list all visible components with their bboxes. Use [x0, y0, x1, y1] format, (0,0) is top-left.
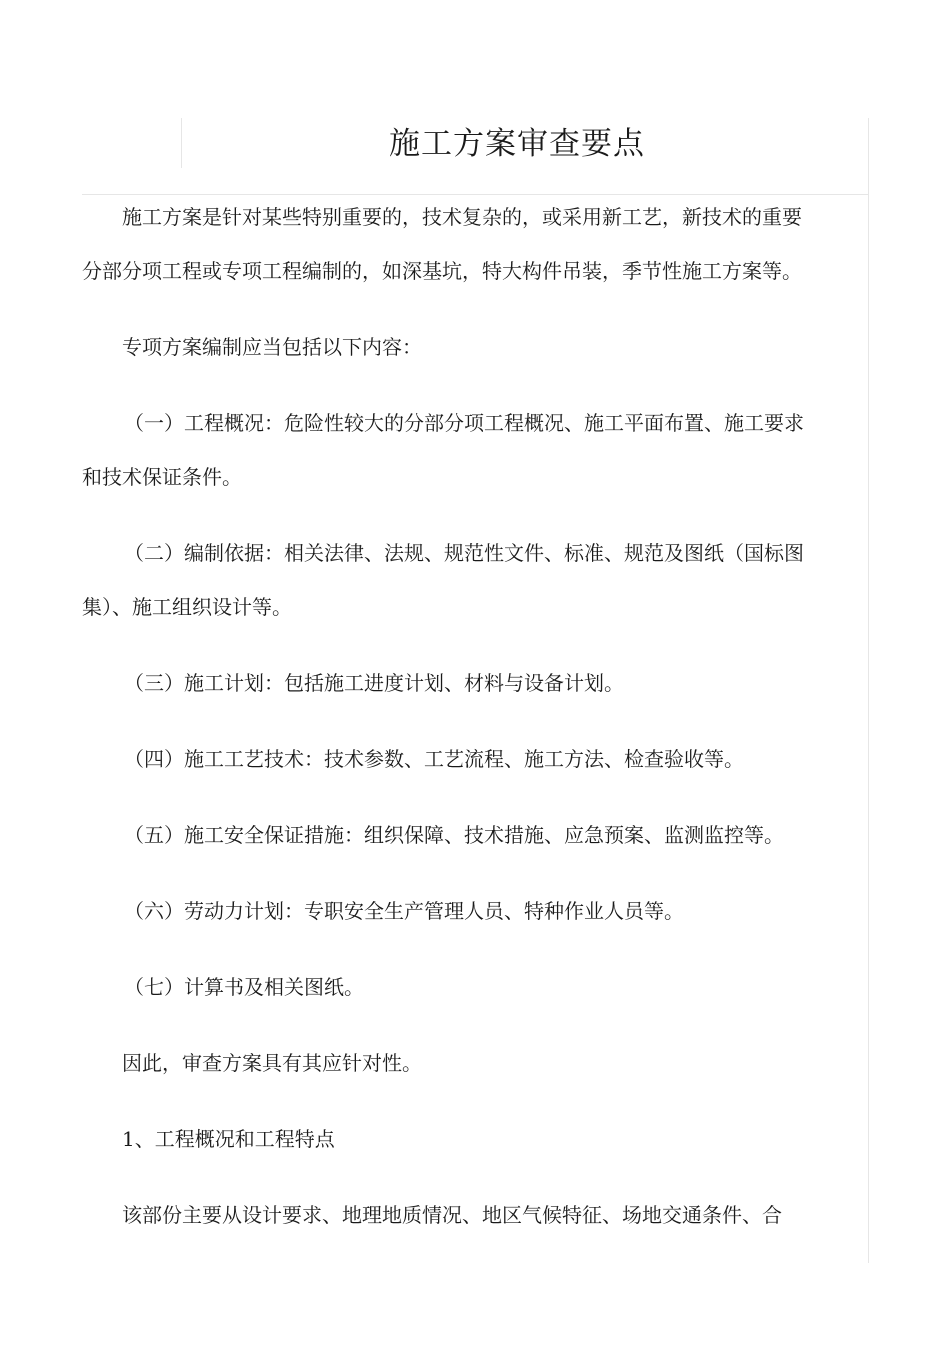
section-heading-1: 1、工程概况和工程特点	[122, 1127, 335, 1151]
list-item-4: （四）施工工艺技术：技术参数、工艺流程、施工方法、检查验收等。	[124, 747, 744, 771]
paragraph-intro: 施工方案是针对某些特别重要的，技术复杂的，或采用新工艺，新技术的重要分部分项工程或专项工程编制的，如深基坑，特大构件吊装，季节性施工方案等。	[82, 205, 802, 283]
document-body	[82, 190, 814, 1242]
list-item-5: （五）施工安全保证措施：组织保障、技术措施、应急预案、监测监控等。	[124, 823, 784, 847]
frame-right-line	[868, 118, 869, 1263]
paragraph-section-1: 该部份主要从设计要求、地理地质情况、地区气候特征、场地交通条件、合	[122, 1203, 782, 1227]
page-title: 施工方案审查要点	[389, 126, 645, 162]
list-item-3: （三）施工计划：包括施工进度计划、材料与设备计划。	[124, 671, 624, 695]
list-item-6: （六）劳动力计划：专职安全生产管理人员、特种作业人员等。	[124, 899, 684, 923]
list-item-2: （二）编制依据：相关法律、法规、规范性文件、标准、规范及图纸（国标图集）、施工组织设计等。	[82, 541, 804, 619]
paragraph-contents-heading: 专项方案编制应当包括以下内容：	[122, 335, 422, 359]
paragraph-conclusion: 因此，审查方案具有其应针对性。	[122, 1051, 422, 1075]
list-item-1: （一）工程概况：危险性较大的分部分项工程概况、施工平面布置、施工要求和技术保证条件。	[82, 411, 804, 489]
list-item-7: （七）计算书及相关图纸。	[124, 975, 364, 999]
